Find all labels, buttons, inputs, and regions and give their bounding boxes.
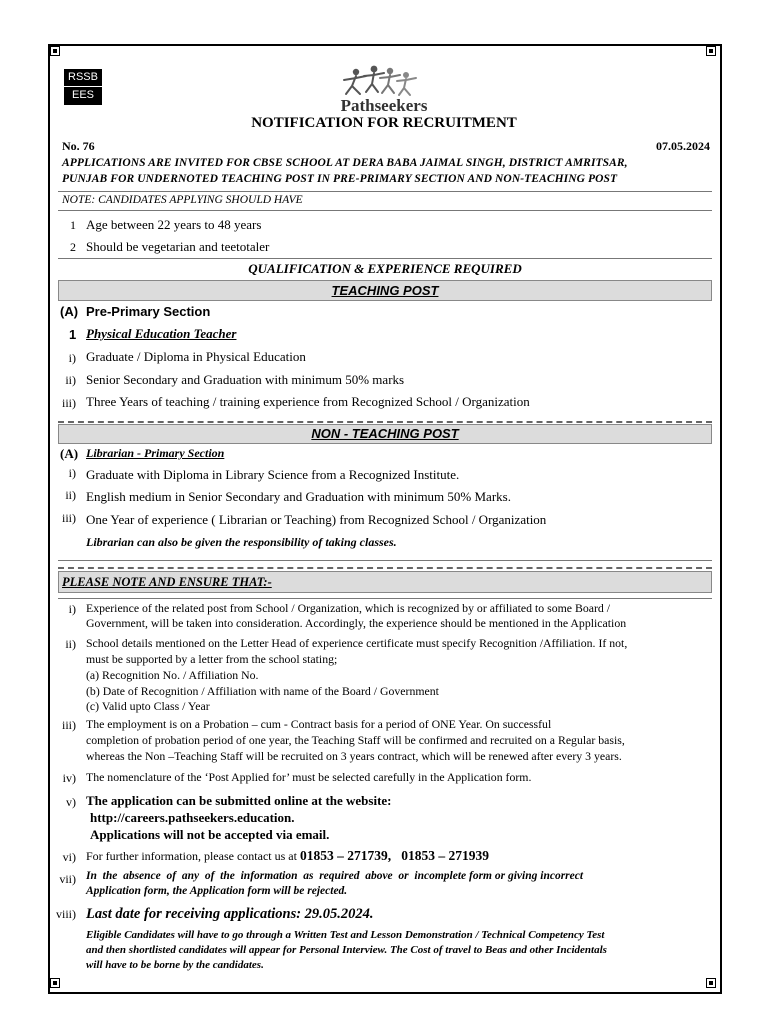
list-number: ii) (65, 637, 76, 651)
requirement-item: Graduate / Diploma in Physical Education (86, 349, 306, 364)
qualification-heading: QUALIFICATION & EXPERIENCE REQUIRED (248, 261, 522, 276)
brand-name: Pathseekers (340, 96, 428, 115)
please-note-heading: PLEASE NOTE AND ENSURE THAT:- (62, 575, 272, 589)
teaching-post-heading: TEACHING POST (331, 283, 439, 298)
librarian-note: Librarian can also be given the responsibility of taking classes. (86, 535, 397, 549)
intro-line: PUNJAB FOR UNDERNOTED TEACHING POST IN PRE-PRIMARY SECTION AND NON-TEACHING POST (62, 173, 618, 185)
requirement-item: Senior Secondary and Graduation with minimum 50% marks (86, 372, 405, 387)
divider (58, 210, 712, 211)
requirement-item: Three Years of teaching / training experience from Recognized School / Organization (86, 394, 530, 409)
contact-text (86, 848, 489, 864)
section-title: Pre-Primary Section (86, 304, 211, 319)
note-text: In the absence of any of the information as required above or incomplete form or giving incorrect (86, 870, 584, 882)
corner-ornament (706, 978, 716, 988)
notification-date: 07.05.2024 (656, 139, 710, 153)
list-number: ii) (65, 373, 76, 387)
note-text: Eligible Candidates will have to go through a Written Test and Lesson Demonstration / Technical Competency Test (86, 929, 605, 941)
notification-number: No. 76 (62, 139, 95, 153)
note-subitem: (a) Recognition No. / Affiliation No. (86, 668, 259, 682)
list-number: vi) (62, 850, 76, 864)
list-number: iii) (62, 511, 76, 525)
logo-text-top: RSSB (64, 69, 102, 87)
section-label: (A) (60, 304, 79, 319)
list-number: iii) (62, 396, 76, 410)
list-number: viii) (56, 907, 76, 921)
post-title: Librarian - Primary Section (86, 446, 225, 460)
requirement-item: English medium in Senior Secondary and Graduation with minimum 50% Marks. (86, 489, 511, 504)
page-title: NOTIFICATION FOR RECRUITMENT (251, 115, 517, 131)
corner-ornament (50, 978, 60, 988)
note-text: will have to be borne by the candidates. (86, 959, 264, 971)
section-label: (A) (60, 446, 79, 461)
corner-ornament (50, 46, 60, 56)
note-item: Should be vegetarian and teetotaler (86, 239, 270, 254)
logo-text-bottom: EES (71, 89, 94, 101)
requirement-item: Graduate with Diploma in Library Science from a Recognized Institute. (86, 467, 460, 482)
note-text: whereas the Non –Teaching Staff will be recruited on 3 years contract, which will be renewed after every 3 years. (86, 749, 622, 763)
post-number: 1 (69, 327, 77, 342)
note-text: The employment is on a Probation – cum - Contract basis for a period of ONE Year. On successful (86, 717, 552, 731)
non-teaching-post-heading: NON - TEACHING POST (311, 426, 459, 441)
note-text: School details mentioned on the Letter Head of experience certificate must specify Recognition /Affiliation. If not, (86, 636, 628, 650)
divider (58, 560, 712, 561)
application-instruction: The application can be submitted online at the website: (86, 793, 392, 808)
list-number: 2 (70, 240, 76, 254)
email-warning: Applications will not be accepted via email. (90, 827, 330, 842)
note-subitem: (b) Date of Recognition / Affiliation with name of the Board / Government (86, 684, 439, 698)
requirement-item: One Year of experience ( Librarian or Teaching) from Recognized School / Organization (86, 512, 547, 527)
non-teaching-post-bar (58, 424, 712, 444)
note-text: and then shortlisted candidates will appear for Personal Interview. The Cost of travel to Beas and other Incidentals (86, 944, 607, 956)
deadline-text: Last date for receiving applications: 29.05.2024. (86, 906, 374, 922)
list-number: i) (68, 466, 76, 480)
list-number: i) (68, 351, 76, 365)
application-website-link[interactable]: http://careers.pathseekers.education. (90, 810, 295, 825)
note-item: Age between 22 years to 48 years (86, 217, 262, 232)
post-title: Physical Education Teacher (86, 326, 237, 341)
divider (58, 598, 712, 599)
contact-phones: 01853 – 271739, 01853 – 271939 (299, 848, 489, 863)
list-number: vii) (59, 872, 76, 886)
dashed-divider (58, 567, 712, 569)
intro-line: APPLICATIONS ARE INVITED FOR CBSE SCHOOL AT DERA BABA JAIMAL SINGH, DISTRICT AMRITSAR, (62, 157, 628, 169)
note-text: Application form, the Application form will be rejected. (86, 885, 348, 897)
dashed-divider (58, 421, 712, 423)
note-text: must be supported by a letter from the school stating; (86, 652, 338, 666)
list-number: ii) (65, 488, 76, 502)
note-text: Experience of the related post from School / Organization, which is recognized by or affiliated to some Board / (86, 601, 611, 615)
note-heading: NOTE: CANDIDATES APPLYING SHOULD HAVE (62, 194, 303, 206)
pathseekers-emblem-icon (334, 64, 424, 100)
contact-label: For further information, please contact us at (86, 849, 297, 863)
list-number: i) (68, 602, 76, 616)
teaching-post-bar (58, 280, 712, 301)
divider (58, 258, 712, 259)
please-note-bar (58, 571, 712, 593)
corner-ornament (706, 46, 716, 56)
note-text: The nomenclature of the ‘Post Applied for’ must be selected carefully in the Application form. (86, 770, 532, 784)
note-text: completion of probation period of one year, the Teaching Staff will be confirmed and recruited on a Regular basis, (86, 733, 625, 747)
list-number: iii) (62, 718, 76, 732)
rssb-logo (64, 69, 102, 105)
divider (58, 191, 712, 192)
note-subitem: (c) Valid upto Class / Year (86, 699, 210, 713)
note-text: Government, will be taken into consideration. Accordingly, the experience should be mentioned in the Application (86, 616, 627, 630)
list-number: v) (66, 795, 76, 809)
list-number: 1 (70, 218, 76, 232)
list-number: iv) (62, 771, 76, 785)
